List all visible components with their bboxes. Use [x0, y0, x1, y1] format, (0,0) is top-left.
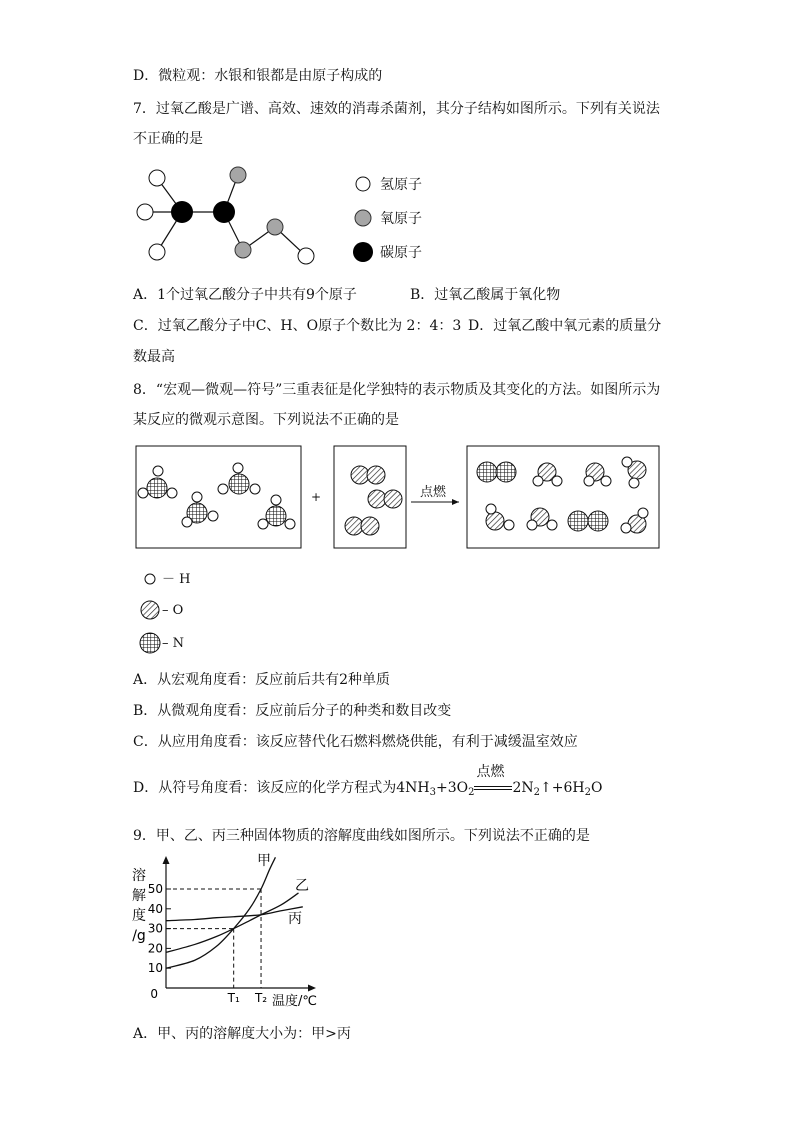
q7-stem-line2: 不正确的是 — [133, 131, 203, 147]
y-axis-label-char: 度 — [132, 908, 146, 924]
q8-stem-line1: 8．“宏观—微观—符号”三重表征是化学独特的表示物质及其变化的方法。如图所示为 — [133, 382, 661, 398]
legend-n-label: – N — [162, 636, 185, 651]
q8-option-a: A．从宏观角度看：反应前后共有2种单质 — [133, 672, 391, 688]
origin-label: 0 — [150, 987, 158, 1001]
legend-o-label: – O — [162, 603, 184, 618]
q8-option-b: B．从微观角度看：反应前后分子的种类和数目改变 — [133, 703, 452, 719]
x-tick-label: T₁ — [227, 991, 240, 1005]
equation-n2: $2N_2$ — [512, 780, 541, 798]
q7-option-a: A．1个过氧乙酸分子中共有9个原子 — [133, 287, 357, 303]
q7-option-b: B．过氧乙酸属于氧化物 — [410, 287, 561, 303]
y-tick-label: 30 — [147, 921, 163, 936]
q9-option-a: A．甲、丙的溶解度大小为：甲>丙 — [133, 1026, 351, 1042]
x-tick-label: T₂ — [254, 991, 268, 1005]
q8-option-c: C．从应用角度看：该反应替代化石燃料燃烧供能，有利于减缓温室效应 — [133, 734, 578, 750]
y-axis-arrow — [163, 856, 170, 864]
y-axis-label-char: 溶 — [132, 868, 146, 884]
series-label-1: 甲 — [257, 853, 271, 869]
q7-option-d-line1: D．过氧乙酸中氧元素的质量分 — [468, 318, 662, 334]
series-label-2: 乙 — [295, 878, 309, 894]
y-axis-label-char: /g — [132, 928, 146, 944]
equation-h2o: $+6H_2O$ — [551, 780, 603, 798]
y-tick-label: 10 — [147, 961, 163, 976]
series-curve-1 — [166, 857, 275, 968]
y-axis-label-char: 解 — [132, 888, 146, 904]
y-tick-label: 20 — [147, 941, 163, 956]
legend-carbon-label: 碳原子 — [380, 245, 422, 261]
y-tick-label: 50 — [147, 882, 163, 896]
arrow-condition-label: 点燃 — [420, 485, 447, 500]
q7-stem-line1: 7．过氧乙酸是广谱、高效、速效的消毒杀菌剂，其分子结构如图所示。下列有关说法 — [133, 101, 660, 117]
q8-stem-line2: 某反应的微观示意图。下列说法不正确的是 — [133, 412, 399, 428]
series-label-3: 丙 — [288, 911, 302, 927]
q9-stem: 9．甲、乙、丙三种固体物质的溶解度曲线如图所示。下列说法不正确的是 — [133, 828, 590, 844]
equation-gas-arrow: ↑ — [540, 780, 552, 796]
series-curve-2 — [166, 893, 298, 952]
equation-condition: 点燃 — [474, 779, 512, 797]
x-axis-arrow — [308, 985, 316, 992]
equation-nh3: $4NH_3$ — [396, 780, 436, 798]
series-curve-3 — [166, 907, 303, 921]
x-axis-label: 温度/℃ — [272, 994, 317, 1009]
y-tick-label: 40 — [147, 901, 163, 916]
q7-option-c: C．过氧乙酸分子中C、H、O原子个数比为 2：4：3 — [133, 318, 462, 334]
plus-sign: + — [311, 490, 322, 504]
legend-oxygen-label: 氧原子 — [380, 211, 422, 227]
q7-option-d-line2: 数最高 — [133, 349, 175, 365]
q8-option-d-prefix: D．从符号角度看：该反应的化学方程式为 — [133, 780, 397, 796]
q6-option-d: D．微粒观：水银和银都是由原子构成的 — [133, 68, 383, 84]
legend-h-label: － H — [162, 572, 191, 587]
legend-hydrogen-label: 氢原子 — [380, 177, 422, 193]
equation-o2: $+3O_2$ — [435, 780, 475, 798]
